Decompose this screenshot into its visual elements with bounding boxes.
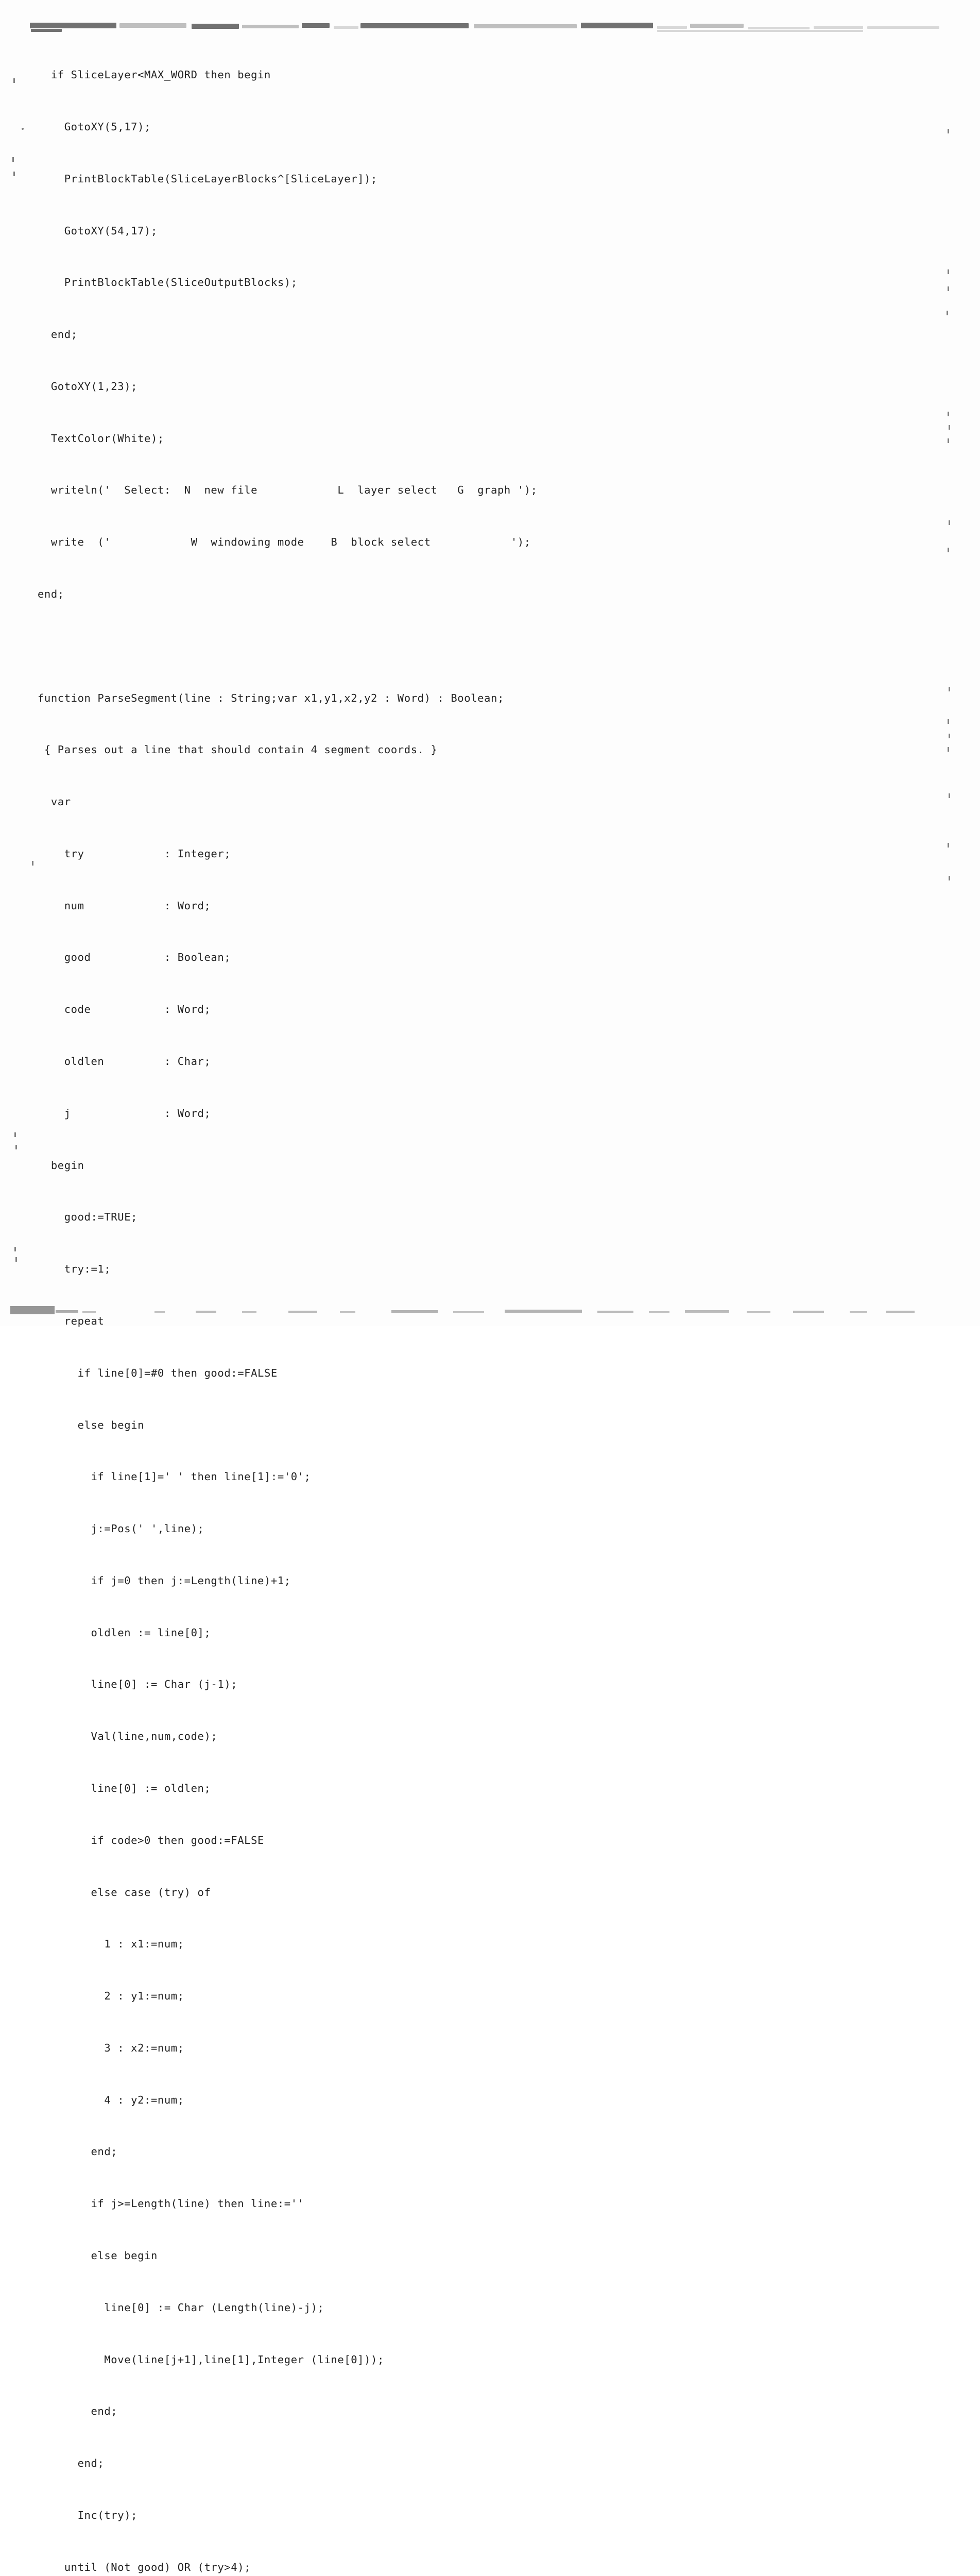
code-line: try : Integer; bbox=[31, 847, 231, 860]
code-line: Move(line[j+1],line[1],Integer (line[0])); bbox=[31, 2353, 384, 2366]
code-line: PrintBlockTable(SliceOutputBlocks); bbox=[31, 276, 298, 289]
scan-artifact-top-band bbox=[0, 0, 980, 36]
code-line: writeln(' Select: N new file L layer select G graph '); bbox=[31, 484, 538, 497]
code-line: if j=0 then j:=Length(line)+1; bbox=[31, 1574, 291, 1587]
code-line: line[0] := Char (Length(line)-j); bbox=[31, 2301, 324, 2314]
code-line: line[0] := oldlen; bbox=[31, 1782, 211, 1794]
code-line: GotoXY(5,17); bbox=[31, 120, 151, 133]
scan-speck bbox=[15, 1145, 17, 1149]
code-line: { Parses out a line that should contain 4 segment coords. } bbox=[31, 743, 438, 756]
code-line: 1 : x1:=num; bbox=[31, 1938, 184, 1951]
code-line: var bbox=[31, 795, 71, 808]
scan-speck bbox=[948, 747, 949, 752]
code-line: 3 : x2:=num; bbox=[31, 2041, 184, 2054]
code-line: if line[0]=#0 then good:=FALSE bbox=[31, 1366, 278, 1379]
code-line: else case (try) of bbox=[31, 1886, 211, 1899]
scan-speck bbox=[948, 286, 949, 291]
scan-speck bbox=[948, 412, 949, 416]
code-line: if code>0 then good:=FALSE bbox=[31, 1834, 264, 1846]
code-line: else begin bbox=[31, 2249, 158, 2262]
code-line: write (' W windowing mode B block select '); bbox=[31, 536, 531, 549]
code-line: 4 : y2:=num; bbox=[31, 2093, 184, 2106]
code-line: else begin bbox=[31, 1418, 145, 1431]
code-line: good : Boolean; bbox=[31, 951, 231, 964]
scan-speck bbox=[949, 520, 950, 525]
code-line: num : Word; bbox=[31, 899, 211, 912]
code-line: 2 : y1:=num; bbox=[31, 1990, 184, 2003]
code-line: PrintBlockTable(SliceLayerBlocks^[SliceLayer]); bbox=[31, 172, 377, 185]
code-line: GotoXY(1,23); bbox=[31, 380, 138, 393]
scan-speck bbox=[948, 843, 949, 848]
code-line: end; bbox=[31, 588, 64, 600]
code-line: line[0] := Char (j-1); bbox=[31, 1678, 238, 1691]
scan-speck bbox=[949, 793, 950, 798]
code-line bbox=[0, 638, 980, 655]
code-line: end; bbox=[31, 2457, 105, 2470]
code-line: good:=TRUE; bbox=[31, 1211, 138, 1224]
code-line: j : Word; bbox=[31, 1107, 211, 1120]
scan-speck bbox=[947, 311, 948, 315]
scan-speck bbox=[949, 876, 950, 880]
code-line: end; bbox=[31, 2145, 118, 2158]
code-line: repeat bbox=[31, 1314, 105, 1327]
code-line: if SliceLayer<MAX_WORD then begin bbox=[31, 69, 271, 81]
code-line: if j>=Length(line) then line:='' bbox=[31, 2197, 304, 2210]
scan-speck bbox=[948, 548, 949, 552]
code-line: j:=Pos(' ',line); bbox=[31, 1522, 204, 1535]
scan-speck bbox=[32, 861, 33, 866]
code-line: try:=1; bbox=[31, 1263, 111, 1276]
code-line: Val(line,num,code); bbox=[31, 1730, 218, 1743]
code-line: begin bbox=[31, 1159, 84, 1172]
code-line: end; bbox=[31, 2405, 118, 2418]
scan-speck bbox=[949, 687, 950, 691]
scan-speck bbox=[13, 172, 15, 176]
scan-speck bbox=[948, 719, 949, 724]
code-line: end; bbox=[31, 328, 78, 341]
scan-speck bbox=[949, 425, 950, 430]
scan-speck bbox=[948, 269, 949, 274]
code-line: if line[1]=' ' then line[1]:='0'; bbox=[31, 1470, 311, 1483]
code-line: code : Word; bbox=[31, 1003, 211, 1016]
scan-speck bbox=[948, 438, 949, 443]
scan-speck bbox=[22, 128, 24, 130]
scan-speck bbox=[949, 734, 950, 738]
scan-artifact-bottom-band bbox=[0, 1297, 980, 1326]
code-line: function ParseSegment(line : String;var x1,y1,x2,y2 : Word) : Boolean; bbox=[31, 691, 504, 704]
scan-speck bbox=[14, 1132, 16, 1137]
code-line: oldlen := line[0]; bbox=[31, 1626, 211, 1639]
scan-speck bbox=[12, 157, 14, 162]
code-line: TextColor(White); bbox=[31, 432, 164, 445]
code-line: oldlen : Char; bbox=[31, 1055, 211, 1068]
code-line: until (Not good) OR (try>4); bbox=[31, 2561, 251, 2573]
scan-speck bbox=[948, 129, 949, 133]
code-line: Inc(try); bbox=[31, 2509, 138, 2521]
scan-speck bbox=[13, 78, 15, 83]
code-line: GotoXY(54,17); bbox=[31, 224, 158, 237]
scan-speck bbox=[15, 1257, 17, 1262]
scan-speck bbox=[14, 1247, 16, 1251]
